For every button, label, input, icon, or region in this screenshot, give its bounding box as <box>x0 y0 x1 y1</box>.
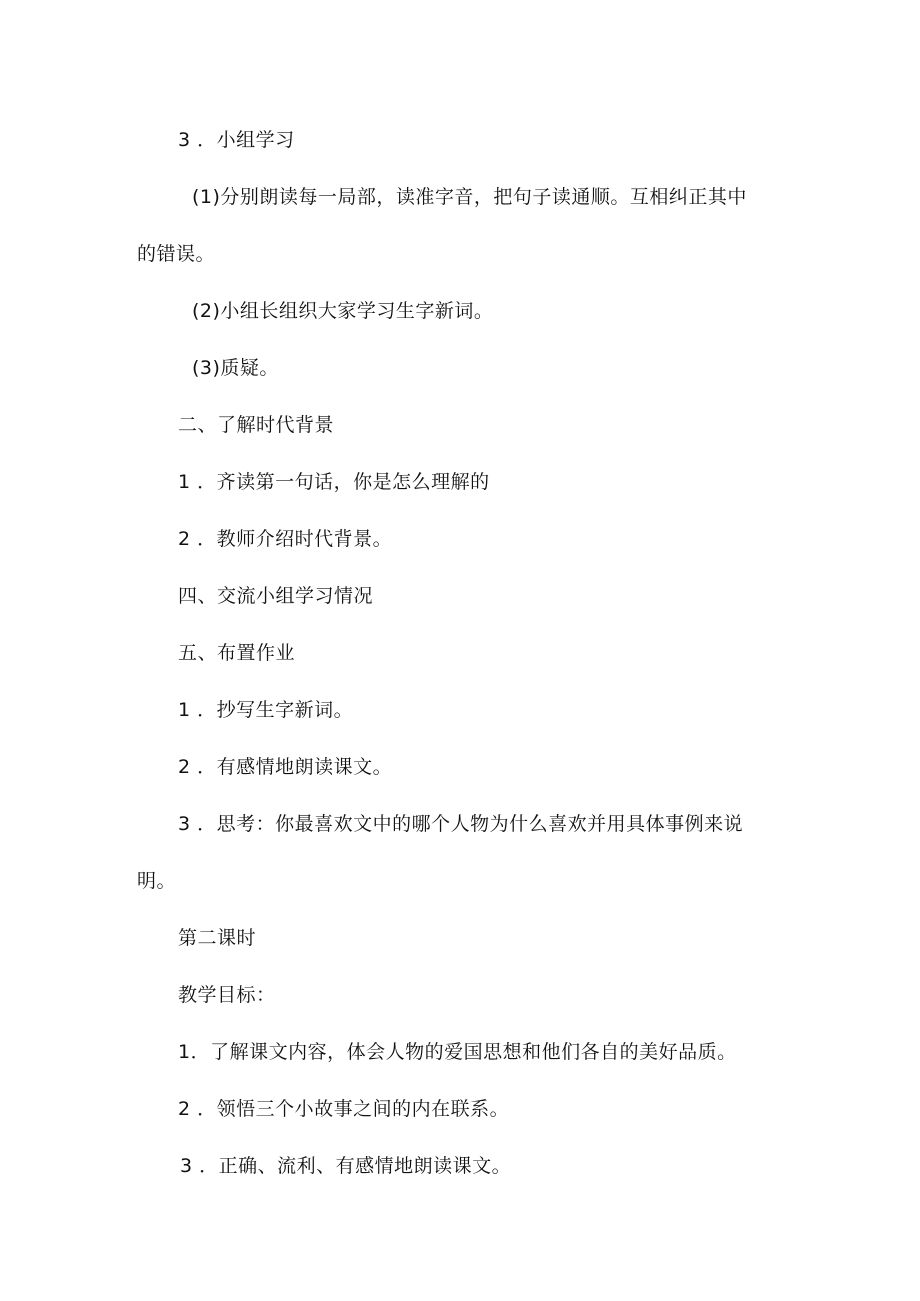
list-item: 1．了解课文内容，体会人物的爱国思想和他们各自的美好品质。 <box>178 1041 737 1063</box>
list-item: 1 ．齐读第一句话，你是怎么理解的 <box>178 471 490 493</box>
paragraph-line: (1)分别朗读每一局部，读准字音，把句子读通顺。互相纠正其中 <box>192 186 747 208</box>
list-item: 3 ．思考：你最喜欢文中的哪个人物为什么喜欢并用具体事例来说 <box>178 813 744 835</box>
section-heading: 二、了解时代背景 <box>178 414 335 436</box>
list-item-heading-group-study: 3 ．小组学习 <box>178 129 295 151</box>
section-heading: 五、布置作业 <box>178 642 296 664</box>
list-item: 1 ．抄写生字新词。 <box>178 699 354 721</box>
subsection-heading: 教学目标： <box>178 984 276 1006</box>
paragraph-line: (2)小组长组织大家学习生字新词。 <box>192 300 494 322</box>
section-heading: 四、交流小组学习情况 <box>178 585 374 607</box>
list-item: 2 ．有感情地朗读课文。 <box>178 756 393 778</box>
paragraph-line: (3)质疑。 <box>192 357 279 379</box>
section-heading: 第二课时 <box>178 927 257 949</box>
paragraph-line-continuation: 明。 <box>137 870 177 892</box>
paragraph-line-continuation: 的错误。 <box>137 243 216 265</box>
list-item: 2 ．教师介绍时代背景。 <box>178 528 393 550</box>
list-item: 3 ．正确、流利、有感情地朗读课文。 <box>180 1155 512 1177</box>
list-item: 2 ．领悟三个小故事之间的内在联系。 <box>178 1098 510 1120</box>
